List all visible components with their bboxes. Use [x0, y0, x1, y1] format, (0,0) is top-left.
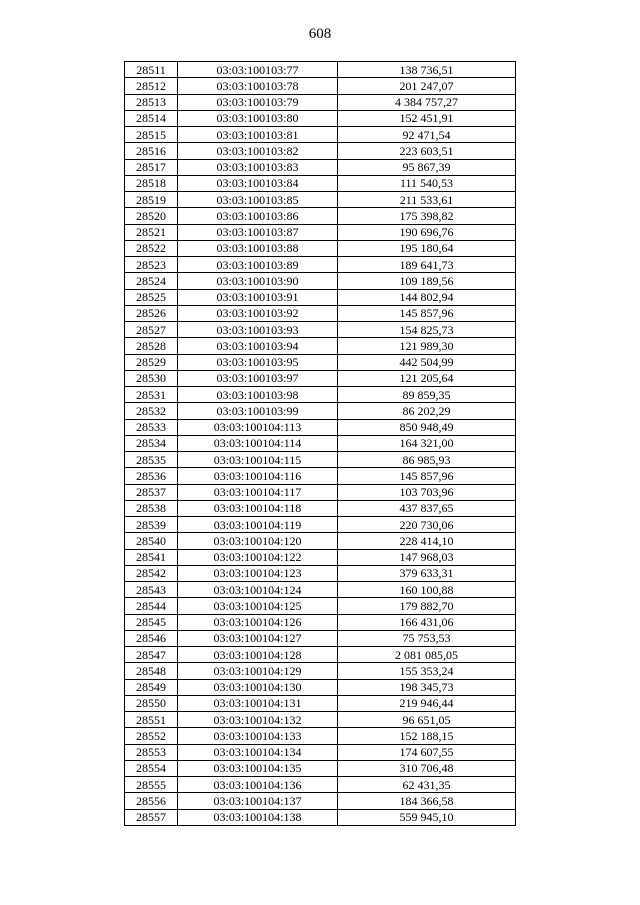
row-number-cell: 28549	[125, 679, 178, 695]
cadastral-value-cell: 2 081 085,05	[338, 647, 516, 663]
cadastral-number-cell: 03:03:100104:133	[178, 728, 338, 744]
cadastral-value-cell: 62 431,35	[338, 777, 516, 793]
row-number-cell: 28513	[125, 94, 178, 110]
row-number-cell: 28525	[125, 289, 178, 305]
table-row	[125, 663, 516, 679]
cadastral-number-cell: 03:03:100104:118	[178, 500, 338, 516]
cadastral-value-cell: 89 859,35	[338, 387, 516, 403]
row-number-cell: 28537	[125, 484, 178, 500]
cadastral-value-cell: 189 641,73	[338, 257, 516, 273]
table-row	[125, 94, 516, 110]
cadastral-number-cell: 03:03:100104:123	[178, 565, 338, 581]
row-number-cell: 28551	[125, 712, 178, 728]
cadastral-number-cell: 03:03:100104:114	[178, 435, 338, 451]
row-number-cell: 28517	[125, 159, 178, 175]
cadastral-number-cell: 03:03:100103:80	[178, 110, 338, 126]
cadastral-value-cell: 310 706,48	[338, 760, 516, 776]
cadastral-number-cell: 03:03:100104:124	[178, 582, 338, 598]
row-number-cell: 28532	[125, 403, 178, 419]
table-row	[125, 192, 516, 208]
cadastral-value-cell: 437 837,65	[338, 500, 516, 516]
row-number-cell: 28521	[125, 224, 178, 240]
row-number-cell: 28536	[125, 468, 178, 484]
table-row	[125, 793, 516, 809]
table-row	[125, 127, 516, 143]
cadastral-value-table	[124, 61, 516, 826]
table-row	[125, 468, 516, 484]
table-row	[125, 809, 516, 825]
table-row	[125, 533, 516, 549]
row-number-cell: 28523	[125, 257, 178, 273]
table-row	[125, 322, 516, 338]
cadastral-number-cell: 03:03:100103:95	[178, 354, 338, 370]
cadastral-value-cell: 121 205,64	[338, 370, 516, 386]
row-number-cell: 28535	[125, 452, 178, 468]
row-number-cell: 28540	[125, 533, 178, 549]
table-row	[125, 549, 516, 565]
cadastral-value-cell: 442 504,99	[338, 354, 516, 370]
table-row	[125, 289, 516, 305]
cadastral-number-cell: 03:03:100103:88	[178, 240, 338, 256]
cadastral-value-cell: 184 366,58	[338, 793, 516, 809]
table-row	[125, 78, 516, 94]
cadastral-value-cell: 201 247,07	[338, 78, 516, 94]
cadastral-number-cell: 03:03:100103:81	[178, 127, 338, 143]
cadastral-value-cell: 75 753,53	[338, 630, 516, 646]
cadastral-number-cell: 03:03:100104:115	[178, 452, 338, 468]
cadastral-value-cell: 179 882,70	[338, 598, 516, 614]
cadastral-number-cell: 03:03:100103:84	[178, 175, 338, 191]
cadastral-number-cell: 03:03:100103:83	[178, 159, 338, 175]
table-row	[125, 240, 516, 256]
row-number-cell: 28557	[125, 809, 178, 825]
table-row	[125, 614, 516, 630]
cadastral-number-cell: 03:03:100103:98	[178, 387, 338, 403]
row-number-cell: 28546	[125, 630, 178, 646]
row-number-cell: 28541	[125, 549, 178, 565]
row-number-cell: 28543	[125, 582, 178, 598]
cadastral-number-cell: 03:03:100104:131	[178, 695, 338, 711]
table-row	[125, 728, 516, 744]
row-number-cell: 28530	[125, 370, 178, 386]
cadastral-number-cell: 03:03:100104:119	[178, 517, 338, 533]
cadastral-number-cell: 03:03:100103:78	[178, 78, 338, 94]
row-number-cell: 28542	[125, 565, 178, 581]
table-row	[125, 647, 516, 663]
table-row	[125, 695, 516, 711]
row-number-cell: 28556	[125, 793, 178, 809]
cadastral-number-cell: 03:03:100104:116	[178, 468, 338, 484]
cadastral-number-cell: 03:03:100104:138	[178, 809, 338, 825]
cadastral-number-cell: 03:03:100103:92	[178, 305, 338, 321]
row-number-cell: 28522	[125, 240, 178, 256]
row-number-cell: 28553	[125, 744, 178, 760]
cadastral-value-cell: 164 321,00	[338, 435, 516, 451]
table-row	[125, 760, 516, 776]
table-row	[125, 224, 516, 240]
cadastral-number-cell: 03:03:100104:135	[178, 760, 338, 776]
table-row	[125, 777, 516, 793]
row-number-cell: 28555	[125, 777, 178, 793]
table-row	[125, 143, 516, 159]
row-number-cell: 28527	[125, 322, 178, 338]
table-row	[125, 517, 516, 533]
cadastral-number-cell: 03:03:100103:97	[178, 370, 338, 386]
cadastral-number-cell: 03:03:100103:94	[178, 338, 338, 354]
cadastral-value-cell: 166 431,06	[338, 614, 516, 630]
table-row	[125, 338, 516, 354]
table-row	[125, 419, 516, 435]
cadastral-value-cell: 559 945,10	[338, 809, 516, 825]
table-row	[125, 370, 516, 386]
cadastral-number-cell: 03:03:100103:90	[178, 273, 338, 289]
cadastral-number-cell: 03:03:100104:129	[178, 663, 338, 679]
cadastral-value-cell: 160 100,88	[338, 582, 516, 598]
cadastral-number-cell: 03:03:100104:127	[178, 630, 338, 646]
row-number-cell: 28550	[125, 695, 178, 711]
cadastral-value-cell: 111 540,53	[338, 175, 516, 191]
table-row	[125, 598, 516, 614]
row-number-cell: 28552	[125, 728, 178, 744]
row-number-cell: 28531	[125, 387, 178, 403]
cadastral-value-cell: 154 825,73	[338, 322, 516, 338]
table-row	[125, 110, 516, 126]
row-number-cell: 28526	[125, 305, 178, 321]
cadastral-value-cell: 220 730,06	[338, 517, 516, 533]
row-number-cell: 28538	[125, 500, 178, 516]
table-row	[125, 744, 516, 760]
cadastral-value-cell: 121 989,30	[338, 338, 516, 354]
table-row	[125, 62, 516, 78]
cadastral-value-cell: 850 948,49	[338, 419, 516, 435]
table-row	[125, 273, 516, 289]
cadastral-value-cell: 86 202,29	[338, 403, 516, 419]
row-number-cell: 28519	[125, 192, 178, 208]
table-body	[125, 62, 516, 826]
table-row	[125, 435, 516, 451]
table-row	[125, 679, 516, 695]
table-row	[125, 565, 516, 581]
cadastral-value-cell: 190 696,76	[338, 224, 516, 240]
page-number: 608	[308, 26, 332, 42]
cadastral-value-cell: 195 180,64	[338, 240, 516, 256]
cadastral-value-cell: 147 968,03	[338, 549, 516, 565]
table-row	[125, 630, 516, 646]
table-row	[125, 354, 516, 370]
cadastral-number-cell: 03:03:100103:91	[178, 289, 338, 305]
cadastral-value-cell: 109 189,56	[338, 273, 516, 289]
cadastral-number-cell: 03:03:100104:125	[178, 598, 338, 614]
table-row	[125, 387, 516, 403]
cadastral-number-cell: 03:03:100103:77	[178, 62, 338, 78]
table-row	[125, 403, 516, 419]
cadastral-number-cell: 03:03:100103:85	[178, 192, 338, 208]
cadastral-value-cell: 138 736,51	[338, 62, 516, 78]
cadastral-number-cell: 03:03:100103:99	[178, 403, 338, 419]
cadastral-value-cell: 228 414,10	[338, 533, 516, 549]
cadastral-number-cell: 03:03:100104:122	[178, 549, 338, 565]
cadastral-value-cell: 96 651,05	[338, 712, 516, 728]
row-number-cell: 28544	[125, 598, 178, 614]
table-row	[125, 208, 516, 224]
table-row	[125, 175, 516, 191]
cadastral-value-cell: 223 603,51	[338, 143, 516, 159]
cadastral-number-cell: 03:03:100103:86	[178, 208, 338, 224]
row-number-cell: 28516	[125, 143, 178, 159]
row-number-cell: 28547	[125, 647, 178, 663]
cadastral-value-cell: 103 703,96	[338, 484, 516, 500]
row-number-cell: 28554	[125, 760, 178, 776]
table-row	[125, 712, 516, 728]
cadastral-value-cell: 379 633,31	[338, 565, 516, 581]
row-number-cell: 28512	[125, 78, 178, 94]
cadastral-value-cell: 92 471,54	[338, 127, 516, 143]
table-row	[125, 582, 516, 598]
cadastral-value-cell: 175 398,82	[338, 208, 516, 224]
cadastral-value-cell: 145 857,96	[338, 468, 516, 484]
row-number-cell: 28528	[125, 338, 178, 354]
cadastral-value-cell: 174 607,55	[338, 744, 516, 760]
table-row	[125, 452, 516, 468]
table-row	[125, 305, 516, 321]
cadastral-value-cell: 144 802,94	[338, 289, 516, 305]
cadastral-number-cell: 03:03:100103:89	[178, 257, 338, 273]
cadastral-number-cell: 03:03:100104:132	[178, 712, 338, 728]
row-number-cell: 28545	[125, 614, 178, 630]
row-number-cell: 28515	[125, 127, 178, 143]
cadastral-number-cell: 03:03:100103:79	[178, 94, 338, 110]
cadastral-value-cell: 4 384 757,27	[338, 94, 516, 110]
cadastral-number-cell: 03:03:100104:134	[178, 744, 338, 760]
cadastral-value-cell: 95 867,39	[338, 159, 516, 175]
row-number-cell: 28539	[125, 517, 178, 533]
row-number-cell: 28529	[125, 354, 178, 370]
cadastral-value-cell: 145 857,96	[338, 305, 516, 321]
cadastral-number-cell: 03:03:100104:137	[178, 793, 338, 809]
cadastral-value-cell: 152 451,91	[338, 110, 516, 126]
cadastral-number-cell: 03:03:100104:136	[178, 777, 338, 793]
row-number-cell: 28534	[125, 435, 178, 451]
cadastral-number-cell: 03:03:100104:113	[178, 419, 338, 435]
cadastral-number-cell: 03:03:100104:117	[178, 484, 338, 500]
cadastral-number-cell: 03:03:100104:120	[178, 533, 338, 549]
cadastral-value-cell: 198 345,73	[338, 679, 516, 695]
table-row	[125, 159, 516, 175]
cadastral-number-cell: 03:03:100103:82	[178, 143, 338, 159]
row-number-cell: 28514	[125, 110, 178, 126]
table-row	[125, 257, 516, 273]
row-number-cell: 28533	[125, 419, 178, 435]
cadastral-value-cell: 86 985,93	[338, 452, 516, 468]
cadastral-value-cell: 152 188,15	[338, 728, 516, 744]
cadastral-value-cell: 211 533,61	[338, 192, 516, 208]
cadastral-number-cell: 03:03:100104:128	[178, 647, 338, 663]
cadastral-value-cell: 155 353,24	[338, 663, 516, 679]
cadastral-number-cell: 03:03:100103:93	[178, 322, 338, 338]
cadastral-value-cell: 219 946,44	[338, 695, 516, 711]
table-row	[125, 500, 516, 516]
row-number-cell: 28524	[125, 273, 178, 289]
table-row	[125, 484, 516, 500]
cadastral-number-cell: 03:03:100104:126	[178, 614, 338, 630]
cadastral-number-cell: 03:03:100103:87	[178, 224, 338, 240]
row-number-cell: 28511	[125, 62, 178, 78]
row-number-cell: 28518	[125, 175, 178, 191]
row-number-cell: 28520	[125, 208, 178, 224]
cadastral-number-cell: 03:03:100104:130	[178, 679, 338, 695]
row-number-cell: 28548	[125, 663, 178, 679]
